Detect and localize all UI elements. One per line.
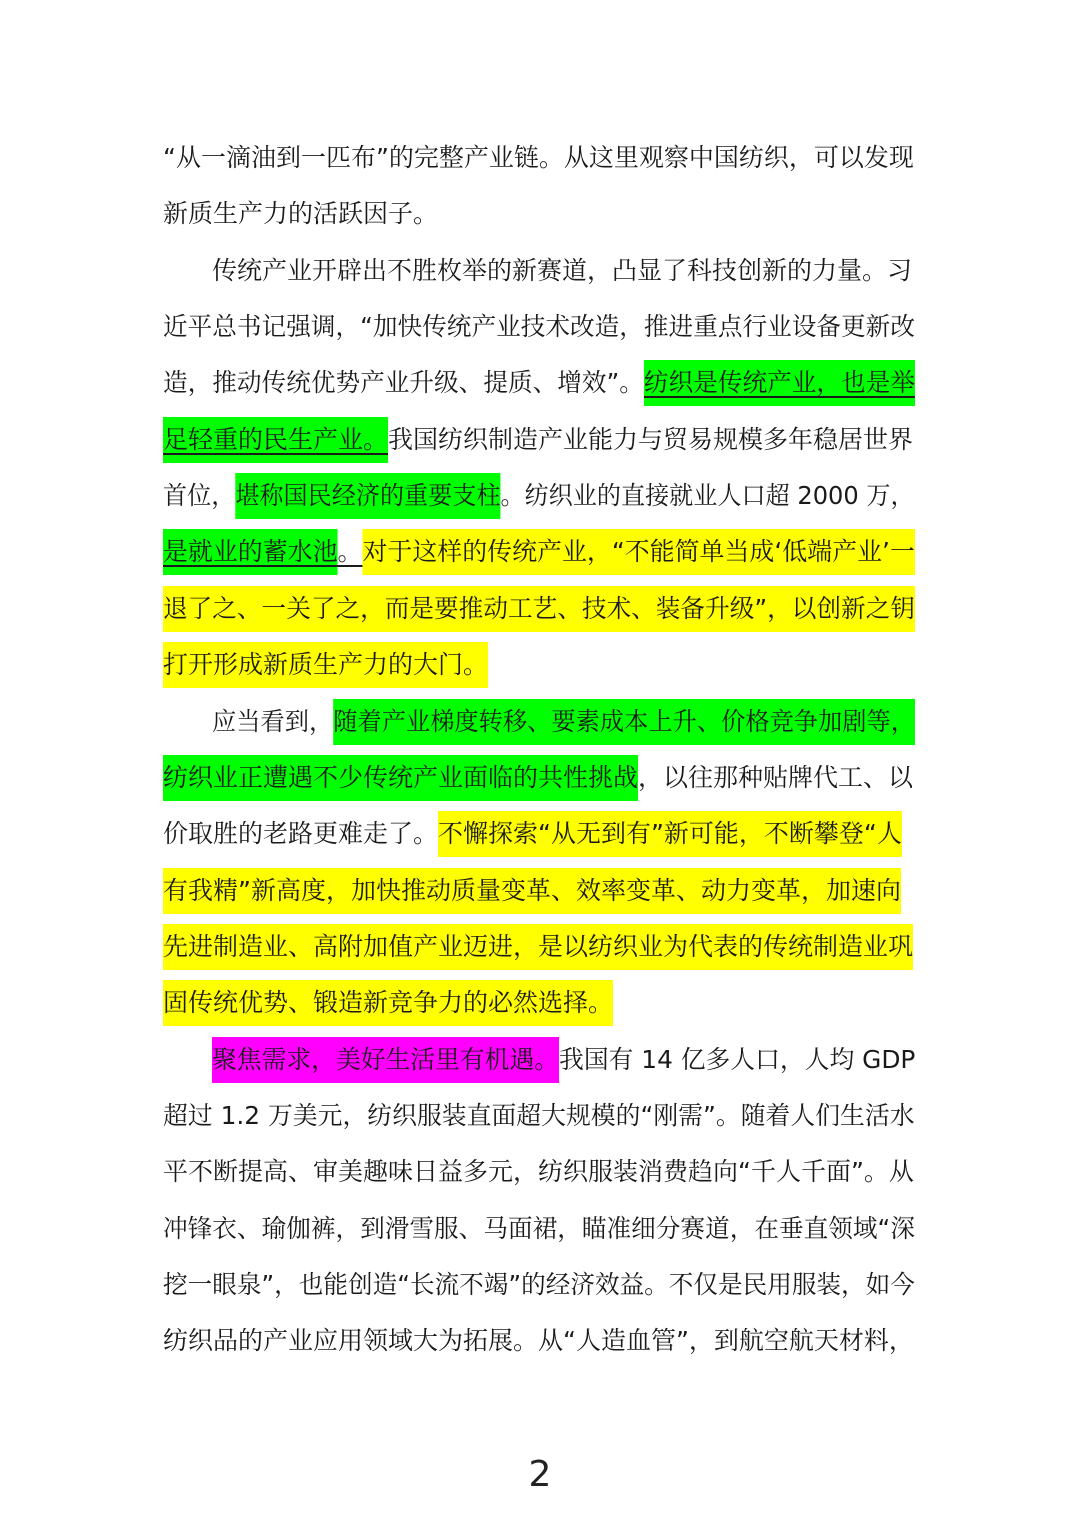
text-line	[212, 246, 912, 296]
text-segment: 我国有 14 亿多人口，人均 GDP	[559, 1045, 916, 1074]
highlighted-text: 打开形成新质生产力的大门。	[163, 642, 488, 688]
text-line	[163, 1204, 915, 1254]
text-segment: 挖一眼泉”，也能创造“长流不竭”的经济效益。不仅是民用服装，如今	[163, 1270, 915, 1299]
highlighted-text: 堪称国民经济的重要支柱	[235, 473, 500, 519]
text-segment: 冲锋衣、瑜伽裤，到滑雪服、马面裙，瞄准细分赛道，在垂直领域“深	[163, 1214, 915, 1243]
text-line	[212, 697, 915, 747]
text-line	[212, 1035, 915, 1085]
text-line	[163, 1091, 915, 1141]
text-line	[163, 640, 488, 690]
text-segment: “从一滴油到一匹布”的完整产业链。从这里观察中国纺织，可以发现	[163, 143, 914, 172]
text-line	[163, 1147, 914, 1197]
text-line	[163, 415, 913, 465]
text-line	[163, 302, 915, 352]
text-segment: 超过 1.2 万美元，纺织服装直面超大规模的“刚需”。随着人们生活水	[163, 1101, 915, 1130]
text-line	[163, 527, 915, 577]
text-segment: 近平总书记强调，“加快传统产业技术改造，推进重点行业设备更新改	[163, 312, 915, 341]
text-segment: 应当看到，	[212, 707, 334, 736]
text-segment: 新质生产力的活跃因子。	[163, 199, 439, 228]
text-segment: 。	[337, 537, 363, 566]
text-segment: 首位，	[163, 481, 236, 510]
text-segment: 纺织品的产业应用领域大为拓展。从“人造血管”，到航空航天材料，	[163, 1326, 914, 1355]
text-segment: 传统产业开辟出不胜枚举的新赛道，凸显了科技创新的力量。习	[212, 256, 913, 285]
text-line	[163, 133, 914, 183]
highlighted-text: 固传统优势、锻造新竞争力的必然选择。	[163, 980, 613, 1026]
text-line	[163, 1316, 914, 1366]
text-line	[163, 753, 913, 803]
text-segment: 价取胜的老路更难走了。	[163, 819, 439, 848]
highlighted-text: 纺织业正遭遇不少传统产业面临的共性挑战	[163, 755, 638, 801]
text-line	[163, 189, 438, 239]
text-line	[163, 922, 913, 972]
highlighted-text: 纺织是传统产业，也是举	[644, 360, 915, 406]
highlighted-text: 足轻重的民生产业。	[163, 417, 388, 463]
highlighted-text: 是就业的蓄水池	[163, 529, 338, 575]
page-number: 2	[528, 1454, 552, 1495]
highlighted-text: 不懈探索“从无到有”新可能，不断攀登“人	[438, 811, 902, 857]
text-line	[163, 866, 901, 916]
highlighted-text: 随着产业梯度转移、要素成本上升、价格竞争加剧等，	[333, 699, 915, 745]
text-segment: ，以往那种贴牌代工、以	[638, 763, 914, 792]
text-line	[163, 471, 915, 521]
text-segment: 造，推动传统优势产业升级、提质、增效”。	[163, 368, 644, 397]
highlighted-text: 退了之、一关了之，而是要推动工艺、技术、装备升级”，以创新之钥	[163, 586, 915, 632]
text-line	[163, 1260, 915, 1310]
text-line	[163, 809, 902, 859]
text-line	[163, 358, 915, 408]
highlighted-text: 对于这样的传统产业，“不能简单当成‘低端产业’一	[363, 529, 915, 575]
text-segment: 我国纺织制造产业能力与贸易规模多年稳居世界	[388, 425, 914, 454]
highlighted-text: 有我精”新高度，加快推动质量变革、效率变革、动力变革，加速向	[163, 868, 901, 914]
text-segment: 平不断提高、审美趣味日益多元，纺织服装消费趋向“千人千面”。从	[163, 1157, 914, 1186]
highlighted-text: 先进制造业、高附加值产业迈进，是以纺织业为代表的传统制造业巩	[163, 924, 913, 970]
highlighted-text: 聚焦需求，美好生活里有机遇。	[212, 1037, 559, 1083]
text-line	[163, 978, 613, 1028]
text-segment: 。纺织业的直接就业人口超 2000 万，	[500, 481, 915, 510]
text-line	[163, 584, 915, 634]
